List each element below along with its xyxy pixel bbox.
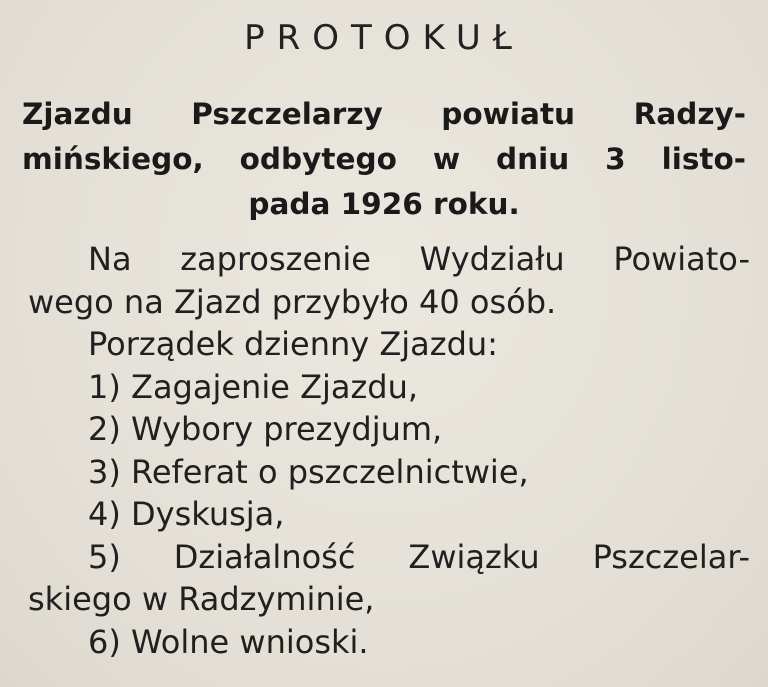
subtitle-line-1: Zjazdu Pszczelarzy powiatu Radzy- [22,97,746,131]
agenda-item-1: 1) Zagajenie Zjazdu, [88,367,419,406]
paragraph-line-2: wego na Zjazd przybyło 40 osób. [28,282,557,321]
agenda-item-2: 2) Wybory prezydjum, [88,410,443,448]
document-body [28,238,750,663]
agenda-item-6: 6) Wolne wnioski. [88,622,369,661]
paragraph-line-1: Na zaproszenie Wydziału Powiato- [88,240,750,278]
agenda-item-5: 5) Działalność Związku Pszczelar- [88,537,750,576]
agenda-item-3: 3) Referat o pszczelnictwie, [88,452,529,491]
subtitle-line-2: mińskiego, odbytego w dniu 3 listo- [22,142,746,176]
document-subtitle [22,92,746,227]
agenda-item-4: 4) Dyskusja, [88,495,285,533]
agenda-item-5-continued: skiego w Radzyminie, [28,580,375,618]
document-heading: PROTOKUŁ [244,18,524,58]
agenda-title: Porządek dzienny Zjazdu: [88,325,498,363]
subtitle-line-3: pada 1926 roku. [248,187,520,221]
